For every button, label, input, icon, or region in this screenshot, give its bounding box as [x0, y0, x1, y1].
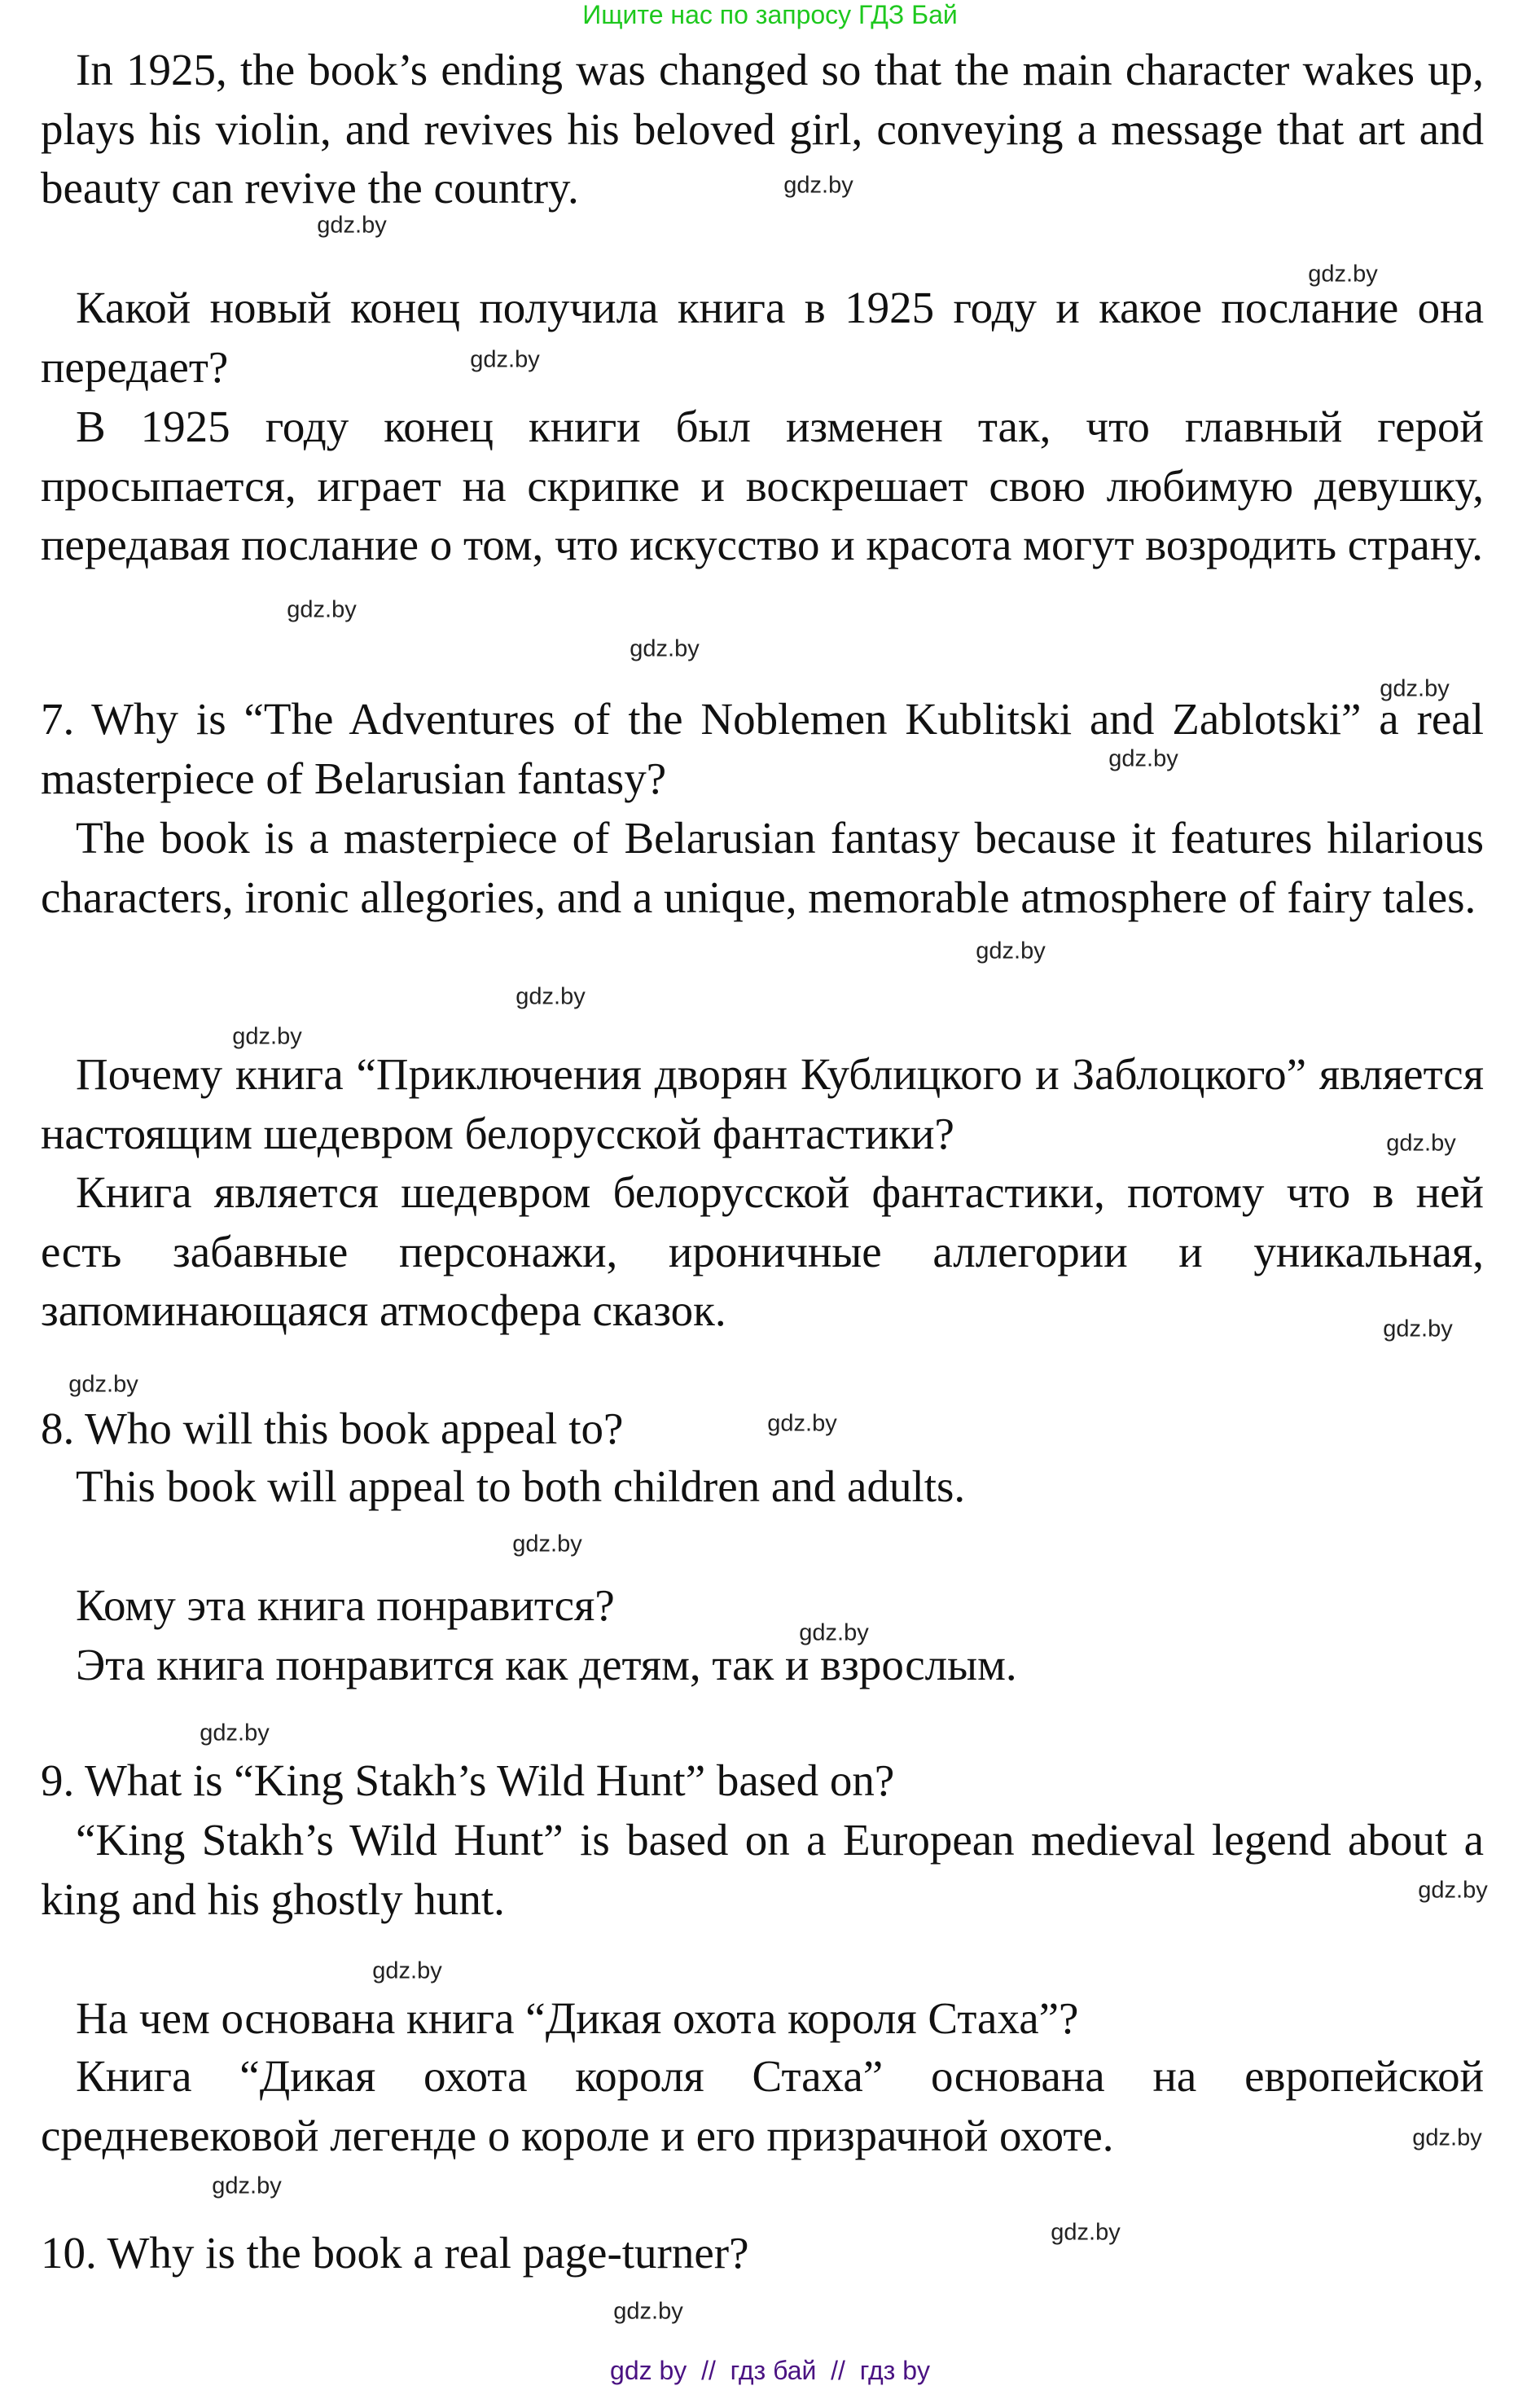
watermark: gdz.by — [783, 172, 853, 199]
watermark: gdz.by — [1386, 1130, 1456, 1157]
watermark: gdz.by — [470, 346, 540, 373]
question-paragraph: Кому эта книга понравится? — [76, 1580, 615, 1630]
watermark: gdz.by — [767, 1410, 837, 1437]
watermark: gdz.by — [1418, 1877, 1488, 1904]
footer-banner: gdz by // гдз бай // гдз by — [610, 2356, 930, 2385]
watermark: gdz.by — [287, 596, 357, 623]
header-banner: Ищите нас по запросу ГДЗ Бай — [582, 0, 958, 29]
watermark: gdz.by — [630, 635, 700, 662]
watermark: gdz.by — [1051, 2219, 1121, 2246]
watermark: gdz.by — [1412, 2124, 1482, 2151]
answer-paragraph: Книга является шедевром белорусской фантастики, потому что в ней есть забавные персонажи, ироничные аллегории и уникальная, запоминающаяся атмосфера сказок. — [41, 1167, 1484, 1336]
watermark: gdz.by — [976, 938, 1046, 964]
question-paragraph: Какой новый конец получила книга в 1925 году и какое послание она передает? — [41, 283, 1484, 392]
question-paragraph: Почему книга “Приключения дворян Кублицкого и Заблоцкого” является настоящим шедевром белорусской фантастики? — [41, 1049, 1484, 1158]
answer-paragraph: This book will appeal to both children and adults. — [76, 1461, 966, 1511]
watermark: gdz.by — [232, 1023, 302, 1050]
watermark: gdz.by — [200, 1720, 270, 1746]
watermark: gdz.by — [1108, 745, 1178, 772]
watermark: gdz.by — [613, 2298, 683, 2325]
watermark: gdz.by — [317, 212, 387, 239]
question-paragraph: На чем основана книга “Дикая охота короля Стаха”? — [76, 1993, 1079, 2043]
watermark: gdz.by — [1383, 1316, 1453, 1342]
answer-paragraph: “King Stakh’s Wild Hunt” is based on a European medieval legend about a king and his ghostly hunt. — [41, 1815, 1484, 1924]
answer-paragraph: Эта книга понравится как детям, так и взрослым. — [76, 1640, 1017, 1689]
question-paragraph: 8. Who will this book appeal to? — [41, 1404, 624, 1453]
watermark: gdz.by — [512, 1531, 582, 1557]
answer-paragraph: В 1925 году конец книги был изменен так, что главный герой просыпается, играет на скрипке и воскрешает свою любимую девушку, передавая послание о том, что искусство и красота могут возродить страну. — [41, 402, 1484, 570]
answer-paragraph: The book is a masterpiece of Belarusian fantasy because it features hilarious characters, ironic allegories, and a unique, memorable atmosphere of fairy tales. — [41, 813, 1484, 922]
watermark: gdz.by — [1308, 261, 1378, 288]
watermark: gdz.by — [516, 983, 586, 1010]
watermark: gdz.by — [372, 1957, 442, 1984]
answer-paragraph: In 1925, the book’s ending was changed so that the main character wakes up, plays his violin, and revives his beloved girl, conveying a message that art and beauty can revive the country. — [41, 45, 1484, 213]
question-paragraph: 7. Why is “The Adventures of the Noblemen Kublitski and Zablotski” a real masterpiece of Belarusian fantasy? — [41, 694, 1484, 803]
watermark: gdz.by — [799, 1619, 869, 1646]
watermark: gdz.by — [1380, 675, 1450, 702]
watermark: gdz.by — [212, 2173, 282, 2199]
question-paragraph: 10. Why is the book a real page-turner? — [41, 2228, 749, 2278]
question-paragraph: 9. What is “King Stakh’s Wild Hunt” based on? — [41, 1755, 895, 1805]
watermark: gdz.by — [68, 1371, 138, 1398]
answer-paragraph: Книга “Дикая охота короля Стаха” основана на европейской средневековой легенде о короле и его призрачной охоте. — [41, 2051, 1484, 2160]
